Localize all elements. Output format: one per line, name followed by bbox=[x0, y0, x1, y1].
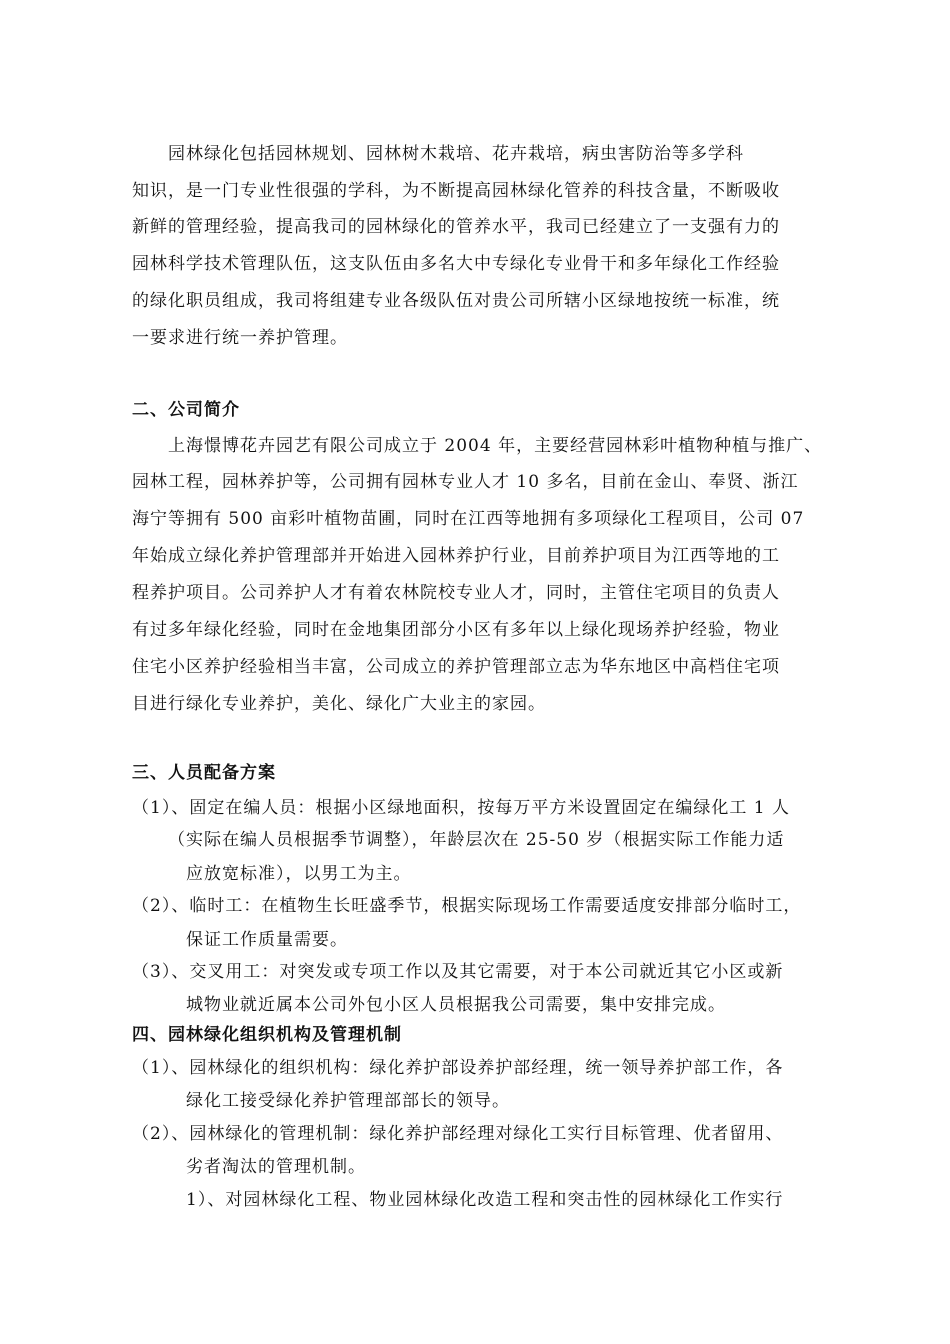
intro-line-5: 的绿化职员组成，我司将组建专业各级队伍对贵公司所辖小区绿地按统一标准，统 bbox=[132, 291, 780, 311]
staffing-line-2: （实际在编人员根据季节调整），年龄层次在 25-50 岁（根据实际工作能力适 bbox=[168, 830, 785, 850]
staffing-line-3: 应放宽标准），以男工为主。 bbox=[186, 864, 412, 884]
company-line-5: 程养护项目。公司养护人才有着农林院校专业人才，同时，主管住宅项目的负责人 bbox=[132, 583, 780, 603]
staffing-line-6: （3）、交叉用工：对突发或专项工作以及其它需要，对于本公司就近其它小区或新 bbox=[132, 962, 784, 982]
organization-line-3: （2）、园林绿化的管理机制：绿化养护部经理对绿化工实行目标管理、优者留用、 bbox=[132, 1124, 784, 1144]
staffing-line-7: 城物业就近属本公司外包小区人员根据我公司需要，集中安排完成。 bbox=[186, 995, 726, 1015]
organization-line-4: 劣者淘汰的管理机制。 bbox=[186, 1157, 366, 1177]
organization-line-1: （1）、园林绿化的组织机构：绿化养护部设养护部经理，统一领导养护部工作，各 bbox=[132, 1058, 784, 1078]
staffing-line-1: （1）、固定在编人员：根据小区绿地面积，按每万平方米设置固定在编绿化工 1 人 bbox=[132, 798, 790, 818]
company-line-1: 上海憬博花卉园艺有限公司成立于 2004 年，主要经营园林彩叶植物种植与推广、 bbox=[168, 436, 823, 456]
section-heading-staffing-plan: 三、人员配备方案 bbox=[132, 763, 276, 783]
company-line-8: 目进行绿化专业养护，美化、绿化广大业主的家园。 bbox=[132, 694, 546, 714]
company-line-7: 住宅小区养护经验相当丰富，公司成立的养护管理部立志为华东地区中高档住宅项 bbox=[132, 657, 780, 677]
intro-line-3: 新鲜的管理经验，提高我司的园林绿化的管养水平，我司已经建立了一支强有力的 bbox=[132, 217, 780, 237]
company-line-2: 园林工程，园林养护等，公司拥有园林专业人才 10 多名，目前在金山、奉贤、浙江 bbox=[132, 472, 799, 492]
organization-line-2: 绿化工接受绿化养护管理部部长的领导。 bbox=[186, 1091, 510, 1111]
section-heading-organization: 四、园林绿化组织机构及管理机制 bbox=[132, 1025, 402, 1045]
staffing-line-4: （2）、临时工：在植物生长旺盛季节，根据实际现场工作需要适度安排部分临时工， bbox=[132, 896, 802, 916]
section-heading-company-profile: 二、公司简介 bbox=[132, 400, 240, 420]
company-line-4: 年始成立绿化养护管理部并开始进入园林养护行业，目前养护项目为江西等地的工 bbox=[132, 546, 780, 566]
intro-line-4: 园林科学技术管理队伍，这支队伍由多名大中专绿化专业骨干和多年绿化工作经验 bbox=[132, 254, 780, 274]
intro-line-1: 园林绿化包括园林规划、园林树木栽培、花卉栽培，病虫害防治等多学科 bbox=[168, 144, 744, 164]
staffing-line-5: 保证工作质量需要。 bbox=[186, 930, 348, 950]
organization-line-5: 1）、对园林绿化工程、物业园林绿化改造工程和突击性的园林绿化工作实行 bbox=[186, 1190, 784, 1210]
company-line-6: 有过多年绿化经验，同时在金地集团部分小区有多年以上绿化现场养护经验，物业 bbox=[132, 620, 780, 640]
intro-line-2: 知识，是一门专业性很强的学科，为不断提高园林绿化管养的科技含量，不断吸收 bbox=[132, 181, 780, 201]
company-line-3: 海宁等拥有 500 亩彩叶植物苗圃，同时在江西等地拥有多项绿化工程项目，公司 07 bbox=[132, 509, 805, 529]
intro-line-6: 一要求进行统一养护管理。 bbox=[132, 328, 348, 348]
